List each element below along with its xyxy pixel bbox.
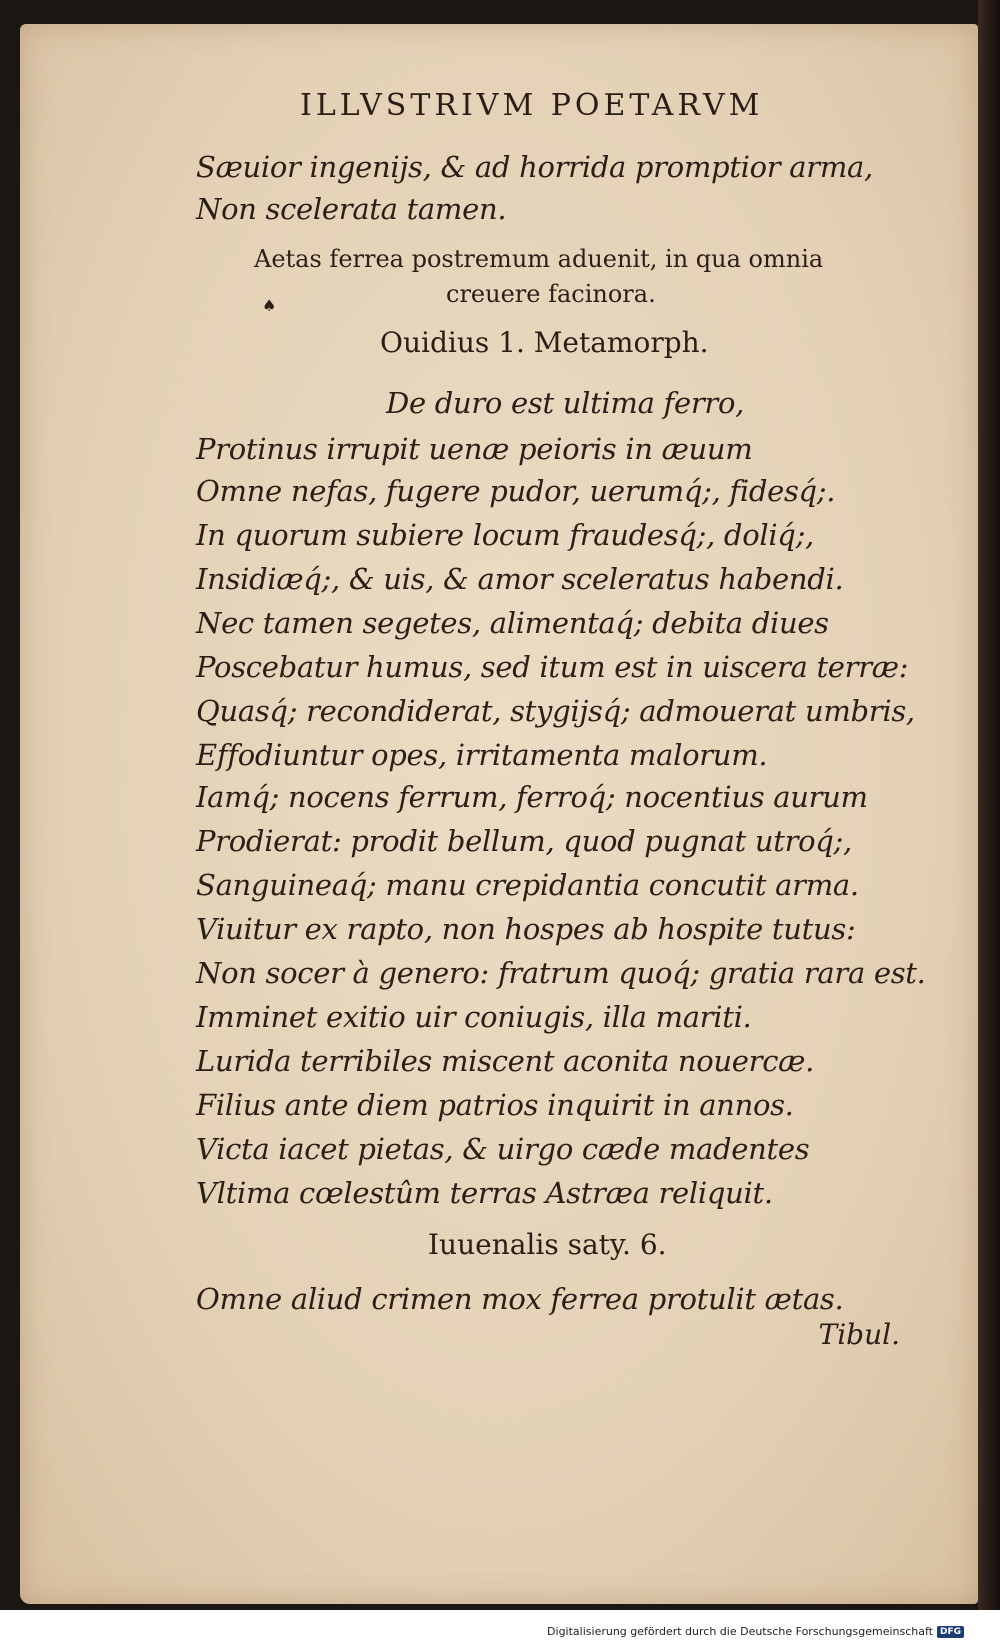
verse-line: Omne nefas, fugere pudor, uerumq́;, fidesq́;. [196,474,836,508]
summary-line-1: Aetas ferrea postremum aduenit, in qua omnia [254,245,824,273]
verse-line: Quasq́; recondiderat, stygijsq́; admouerat umbris, [196,694,915,728]
opening-line-1: Sæuior ingenijs, & ad horrida promptior arma, [196,150,873,184]
section-heading-ovid: Ouidius 1. Metamorph. [380,326,709,359]
verse-line: Lurida terribiles miscent aconita nouercæ. [196,1044,815,1078]
verse-line: Non socer à genero: fratrum quoq́; gratia rara est. [196,956,926,990]
running-head: ILLVSTRIVM POETARVM [300,88,764,123]
verse-line: Prodierat: prodit bellum, quod pugnat utroq́;, [196,824,852,858]
verse-line: Iamq́; nocens ferrum, ferroq́; nocentius aurum [196,780,868,814]
verse-line: Filius ante diem patrios inquirit in annos. [196,1088,794,1122]
footer-credit [547,1625,964,1638]
section-heading-juvenal: Iuuenalis saty. 6. [428,1228,667,1261]
verse-line: Effodiuntur opes, irritamenta malorum. [196,738,768,772]
book-edge [978,0,1000,1648]
margin-mark: ♠ [262,296,277,315]
verse-line: Nec tamen segetes, alimentaq́; debita diues [196,606,829,640]
verse-line: Imminet exitio uir coniugis, illa mariti. [196,1000,752,1034]
verse-line: Protinus irrupit uenæ peioris in æuum [196,432,753,466]
verse-line: Viuitur ex rapto, non hospes ab hospite tutus: [196,912,856,946]
verse-line: De duro est ultima ferro, [386,386,745,420]
catchword: Tibul. [818,1318,900,1351]
verse-line: Sanguineaq́; manu crepidantia concutit arma. [196,868,859,902]
dfg-logo-icon: DFG [937,1626,964,1638]
verse-line: Insidiæq́;, & uis, & amor sceleratus habendi. [196,562,844,596]
footer-bar [0,1610,1000,1648]
verse-line: Vltima cœlestûm terras Astræa reliquit. [196,1176,773,1210]
verse-line: Victa iacet pietas, & uirgo cæde madentes [196,1132,810,1166]
verse-line-juvenal: Omne aliud crimen mox ferrea protulit ætas. [196,1282,844,1316]
verse-line: Poscebatur humus, sed itum est in uiscera terræ: [196,650,909,684]
opening-line-2: Non scelerata tamen. [196,192,507,226]
verse-line: In quorum subiere locum fraudesq́;, doliq́;, [196,518,814,552]
summary-line-2: creuere facinora. [446,280,656,308]
footer-text: Digitalisierung gefördert durch die Deutsche Forschungsgemeinschaft [547,1625,933,1638]
